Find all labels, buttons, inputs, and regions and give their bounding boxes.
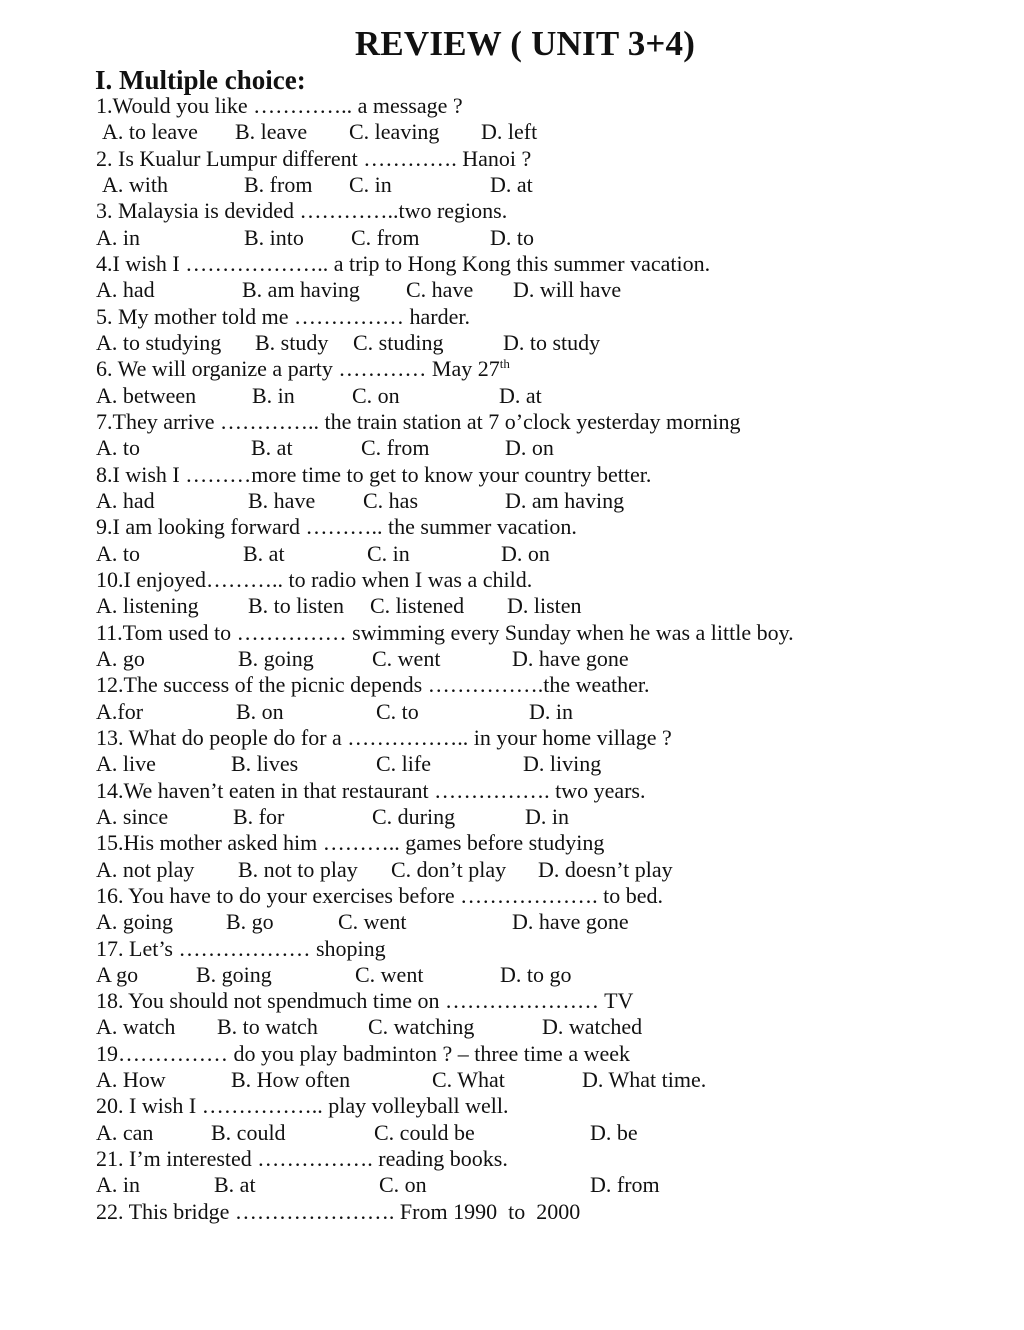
option-d[interactable]: D. watched	[542, 1014, 643, 1040]
option-d[interactable]: D. am having	[505, 487, 625, 513]
question-text-main: 6. We will organize a party ………… May 27	[96, 356, 500, 382]
option-d[interactable]: D. be	[590, 1119, 638, 1145]
option-c[interactable]: C. in	[349, 171, 392, 197]
question-text: 20. I wish I …………….. play volleyball well.	[96, 1093, 509, 1119]
option-d[interactable]: D. to go	[500, 961, 572, 987]
answer-options	[96, 330, 996, 356]
option-c[interactable]: C. has	[363, 487, 418, 513]
option-c[interactable]: C. from	[361, 435, 430, 461]
question-text: 7.They arrive ………….. the train station at 7 o’clock yesterday morning	[96, 408, 741, 434]
question-text: 15.His mother asked him ……….. games before studying	[96, 830, 605, 856]
option-b[interactable]: B. not to play	[238, 856, 358, 882]
option-c[interactable]: C. in	[367, 540, 410, 566]
option-a[interactable]: A. not play	[96, 856, 195, 882]
option-a[interactable]: A. to	[96, 435, 140, 461]
option-b[interactable]: B. could	[211, 1119, 286, 1145]
option-b[interactable]: B. go	[226, 909, 274, 935]
question-text: 12.The success of the picnic depends …………….the weather.	[96, 672, 650, 698]
option-b[interactable]: B. to listen	[248, 593, 344, 619]
option-b[interactable]: B. lives	[231, 751, 299, 777]
option-b[interactable]: B. am having	[242, 277, 360, 303]
option-c[interactable]: C. have	[406, 277, 474, 303]
option-c[interactable]: C. studing	[353, 329, 444, 355]
answer-options	[96, 435, 996, 461]
option-a[interactable]: A. to	[96, 540, 140, 566]
question-text: 1.Would you like ………….. a message ?	[96, 93, 463, 118]
option-b[interactable]: B. for	[233, 803, 285, 829]
question-text: 17. Let’s ……………… shoping	[96, 935, 386, 961]
option-b[interactable]: B. going	[196, 961, 272, 987]
question-list	[96, 93, 996, 1225]
option-c[interactable]: C. went	[338, 909, 407, 935]
option-d[interactable]: D. have gone	[512, 645, 629, 671]
option-c[interactable]: C. on	[379, 1172, 427, 1198]
option-d[interactable]: D. doesn’t play	[538, 856, 673, 882]
option-c[interactable]: C. from	[351, 224, 420, 250]
option-a[interactable]: A. since	[96, 803, 169, 829]
option-b[interactable]: B. have	[248, 487, 316, 513]
question-text	[96, 356, 996, 382]
answer-options	[96, 1120, 996, 1146]
answer-options	[96, 646, 996, 672]
answer-options	[96, 909, 996, 935]
question-text: 5. My mother told me …………… harder.	[96, 303, 470, 329]
option-b[interactable]: B. How often	[231, 1067, 351, 1093]
option-b[interactable]: B. from	[244, 171, 313, 197]
question-text: 3. Malaysia is devided …………..two regions.	[96, 198, 508, 224]
option-c[interactable]: C. during	[372, 803, 456, 829]
answer-options	[96, 699, 996, 725]
answer-options	[96, 541, 996, 567]
question-text: 19…………… do you play badminton ? – three time a week	[96, 1040, 630, 1066]
option-c[interactable]: C. listened	[370, 593, 465, 619]
option-d[interactable]: D. on	[505, 435, 554, 461]
option-a[interactable]: A. watch	[96, 1014, 176, 1040]
answer-options	[96, 488, 996, 514]
question-text: 22. This bridge …………………. From 1990 to 2000	[96, 1198, 581, 1224]
option-c[interactable]: C. life	[376, 751, 431, 777]
option-a[interactable]: A. going	[96, 909, 173, 935]
option-c[interactable]: C. watching	[368, 1014, 475, 1040]
option-d[interactable]: D. living	[523, 751, 602, 777]
answer-options	[96, 172, 996, 198]
ordinal-suffix: th	[499, 356, 510, 372]
option-b[interactable]: B. at	[251, 435, 293, 461]
answer-options	[96, 593, 996, 619]
option-d[interactable]: D. What time.	[582, 1067, 707, 1093]
question-text: 9.I am looking forward ……….. the summer vacation.	[96, 514, 577, 540]
option-a[interactable]: A. to studying	[96, 329, 222, 355]
option-d[interactable]: D. will have	[513, 277, 622, 303]
question-text: 16. You have to do your exercises before ………………. to bed.	[96, 882, 664, 908]
option-b[interactable]: B. into	[244, 224, 304, 250]
option-a[interactable]: A.for	[96, 698, 144, 724]
option-b[interactable]: B. in	[252, 382, 295, 408]
option-d[interactable]: D. left	[481, 119, 538, 145]
option-a[interactable]: A. How	[96, 1067, 166, 1093]
option-b[interactable]: B. going	[238, 645, 314, 671]
answer-options	[96, 119, 996, 145]
question-text: 18. You should not spendmuch time on ………………… TV	[96, 988, 634, 1014]
answer-options	[96, 1172, 996, 1198]
answer-options	[96, 277, 996, 303]
option-d[interactable]: D. in	[525, 803, 569, 829]
option-a[interactable]: A. in	[96, 1172, 140, 1198]
option-c[interactable]: C. went	[355, 961, 424, 987]
option-d[interactable]: D. have gone	[512, 909, 629, 935]
option-d[interactable]: D. at	[490, 171, 533, 197]
answer-options	[96, 1014, 996, 1040]
option-d[interactable]: D. on	[501, 540, 550, 566]
option-a[interactable]: A. had	[96, 277, 155, 303]
answer-options	[96, 383, 996, 409]
option-c[interactable]: C. could be	[374, 1119, 475, 1145]
question-text: 21. I’m interested ……………. reading books.	[96, 1146, 508, 1172]
answer-options	[96, 751, 996, 777]
option-d[interactable]: D. listen	[507, 593, 582, 619]
option-d[interactable]: D. to	[490, 224, 534, 250]
option-c[interactable]: C. on	[352, 382, 400, 408]
option-a[interactable]: A go	[96, 961, 139, 987]
answer-options	[96, 804, 996, 830]
option-a[interactable]: A. with	[102, 171, 168, 197]
option-b[interactable]: B. at	[243, 540, 285, 566]
option-c[interactable]: C. What	[432, 1067, 505, 1093]
option-b[interactable]: B. to watch	[217, 1014, 318, 1040]
section-heading: I. Multiple choice:	[95, 65, 306, 95]
question-text: 13. What do people do for a …………….. in your home village ?	[96, 724, 672, 750]
option-b[interactable]: B. leave	[235, 119, 308, 145]
option-a[interactable]: A. in	[96, 224, 140, 250]
option-b[interactable]: B. at	[214, 1172, 256, 1198]
option-c[interactable]: C. don’t play	[391, 856, 507, 882]
option-a[interactable]: A. had	[96, 487, 155, 513]
answer-options	[96, 962, 996, 988]
answer-options	[96, 1067, 996, 1093]
question-text: 4.I wish I ……………….. a trip to Hong Kong this summer vacation.	[96, 250, 711, 276]
option-b[interactable]: B. on	[236, 698, 284, 724]
option-c[interactable]: C. went	[372, 645, 441, 671]
question-text: 10.I enjoyed……….. to radio when I was a child.	[96, 566, 533, 592]
option-c[interactable]: C. leaving	[349, 119, 440, 145]
option-a[interactable]: A. go	[96, 645, 145, 671]
option-a[interactable]: A. listening	[96, 593, 199, 619]
option-a[interactable]: A. live	[96, 751, 156, 777]
option-d[interactable]: D. at	[499, 382, 542, 408]
option-b[interactable]: B. study	[255, 329, 329, 355]
option-a[interactable]: A. between	[96, 382, 197, 408]
option-d[interactable]: D. from	[590, 1172, 660, 1198]
option-d[interactable]: D. to study	[503, 329, 601, 355]
answer-options	[96, 857, 996, 883]
question-text: 11.Tom used to …………… swimming every Sunday when he was a little boy.	[96, 619, 794, 645]
option-d[interactable]: D. in	[529, 698, 573, 724]
option-a[interactable]: A. can	[96, 1119, 154, 1145]
page-title: REVIEW ( UNIT 3+4)	[354, 24, 696, 63]
question-text: 8.I wish I ………more time to get to know your country better.	[96, 461, 652, 487]
answer-options	[96, 225, 996, 251]
question-text: 14.We haven’t eaten in that restaurant ……………. two years.	[96, 777, 646, 803]
option-c[interactable]: C. to	[376, 698, 419, 724]
option-a[interactable]: A. to leave	[102, 119, 198, 145]
question-text: 2. Is Kualur Lumpur different …………. Hanoi ?	[96, 145, 532, 171]
